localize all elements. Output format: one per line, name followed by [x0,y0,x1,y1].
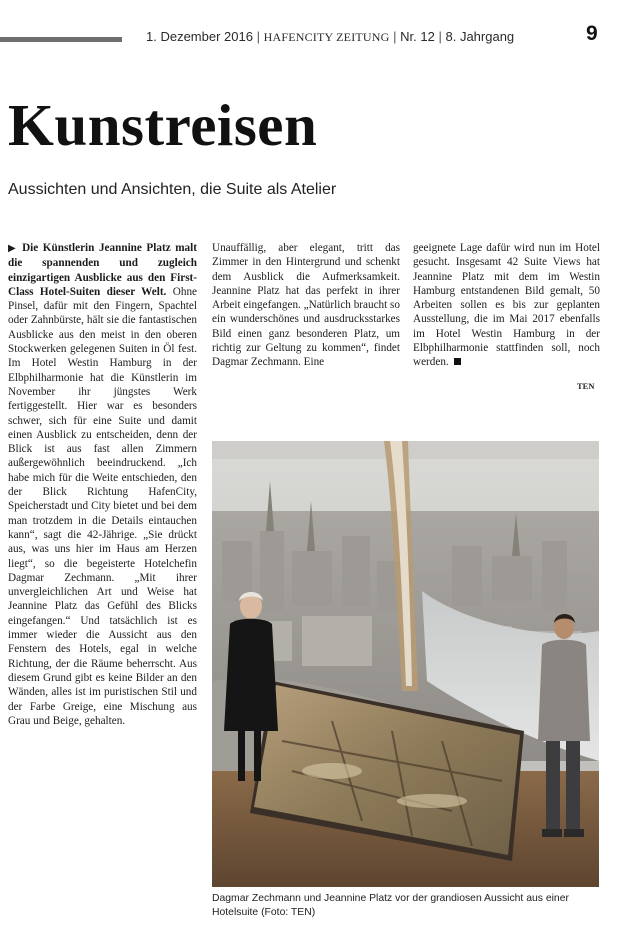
headline: Kunstreisen [8,92,318,158]
issue-date: 1. Dezember 2016 [146,29,253,44]
masthead: HAFENCITY ZEITUNG [263,30,390,44]
separator: | [256,29,260,44]
author-initials: TEN [577,381,595,391]
subheadline: Aussichten und Ansichten, die Suite als Atelier [8,181,337,198]
black-square-icon [454,358,461,365]
article-body-2: Unauffällig, aber elegant, tritt das Zimmer in den Hintergrund und schenkt dem Ausblick die Aufmerksamkeit. Jeannine Platz hat das perfekt in ihrer Arbeit eingefangen. „Natürlich braucht so ein wunderschönes und ausdrucksstarkes Bild einen ganz besonderen Platz, um richtig zur Geltung zu kommen“, findet Dagmar Zechmann. Eine [212,242,400,369]
header-rule [0,37,122,42]
separator: | [393,29,397,44]
photo-illustration [212,441,599,887]
page-number: 9 [586,22,598,45]
article-column-1 [8,241,197,728]
article-photo [212,441,599,887]
triangle-right-icon: ▶ [8,243,18,254]
issue-number: Nr. 12 [400,29,435,44]
separator: | [438,29,442,44]
volume: 8. Jahrgang [445,29,515,44]
page-header [146,29,514,45]
photo-caption: Dagmar Zechmann und Jeannine Platz vor der grandiosen Aussicht aus einer Hotelsuite (Foto: TEN) [212,893,569,918]
article-column-2 [212,241,400,370]
article-column-3 [413,241,600,370]
article-body-1: Ohne Pinsel, dafür mit den Fingern, Spachtel oder Zahnbürste, hält sie die fantastischen Ausblicke aus den meist in den oberen Stockwerken gelegenen Suiten in Öl fest. Im Hotel Westin Hamburg in der Elbphilharmonie hat die Künstlerin im November ihr jüngstes Werk fertiggestellt. Hier war es besonders schwer, sich für eine Suite und damit einen Ausblick zu entscheiden, denn der Blick ist aus fast allen Zimmern außergewöhnlich beeindruckend. „Ich habe mich für die Weite entschieden, den der Blick Richtung HafenCity, Speicherstadt und City bietet und bei dem man trotzdem in die Details eintauchen kann“, sagt die 42-Jährige. „Sie drückt aus, was uns hier im Haus am Herzen liegt“, so die begeisterte Hotelchefin Dagmar Zechmann. „Mit ihrer unvergleichlichen Art und Weise hat Jeannine Platz das Gefühl des Blicks eingefangen.“ Und tatsächlich ist es immer wieder die Aussicht aus den Fenstern des Hotels, egal in welche Richtung, der die Räume beherrscht. Aus diesem Grund gibt es keine Bilder an den Wänden, alles ist im puristischen Stil und der Farbe Greige, eine Mischung aus Grau und Beige, gehalten. [8,285,198,727]
article-lead: Die Künstlerin Jeannine Platz malt die spannenden und zugleich einzigartigen Ausblicke aus den First-Class Hotel-Suiten dieser Welt. [8,242,197,298]
article-body-3: geeignete Lage dafür wird nun im Hotel gesucht. Insgesamt 42 Suite Views hat Jeannine Platz mit dem im Westin Hamburg entstandenen Bild gemalt, 50 Arbeiten sollen es bis zur geplanten Ausstellung, die im Mai 2017 ebenfalls im Hotel Westin Hamburg in der Elbphilharmonie stattfinden soll, noch werden. [413,242,600,369]
